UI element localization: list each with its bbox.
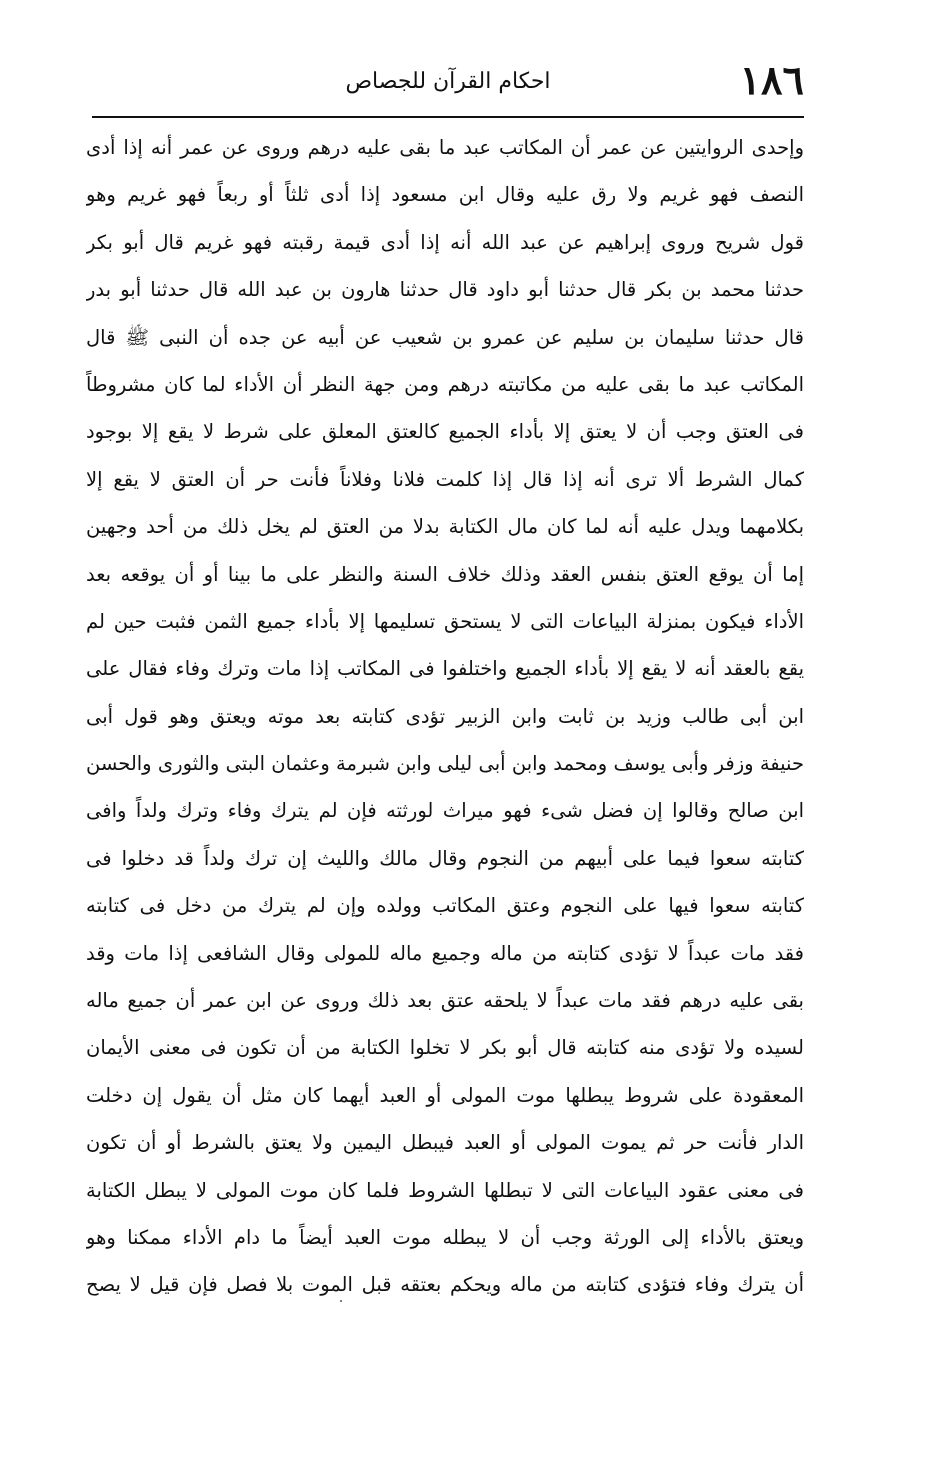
text-line: كتابته سعوا فيما على أبيهم من النجوم وقال مالك والليث إن ترك ولداً قد دخلوا فى <box>86 846 804 870</box>
text-line: بقى عليه درهم فقد مات عبداً لا يلحقه عتق بعد ذلك وروى عن ابن عمر أن جميع ماله <box>86 989 804 1013</box>
text-line: فقد مات عبداً لا تؤدى كتابته من ماله وجميع ماله للمولى وقال الشافعى إذا مات وقد <box>86 941 804 965</box>
text-line: حدثنا محمد بن بكر قال حدثنا أبو داود قال حدثنا هارون بن عبد الله قال حدثنا أبو بدر <box>86 278 804 302</box>
text-line: إما أن يوقع العتق بنفس العقد وذلك خلاف السنة والنظر على ما بينا أو أن يوقعه بعد <box>86 562 804 586</box>
text-line: ابن أبى طالب وزيد بن ثابت وابن الزبير تؤدى كتابته بعد موته ويعتق وهو قول أبى <box>86 704 804 728</box>
scan-speck <box>340 1300 342 1302</box>
text-line: ابن صالح وقالوا إن فضل شىء فهو ميراث لورثته فإن لم يترك وفاء وترك ولداً وافى <box>86 799 804 823</box>
text-line: أن يترك وفاء فتؤدى كتابته من ماله ويحكم بعتقه قبل الموت بلا فصل فإن قيل لا يصح <box>86 1273 804 1297</box>
page-number: ١٨٦ <box>739 57 804 104</box>
body-text <box>86 124 804 1309</box>
text-line: قال حدثنا سليمان بن سليم عن عمرو بن شعيب عن أبيه عن جده أن النبى ﷺ قال <box>86 325 804 349</box>
text-line: فى العتق وجب أن لا يعتق إلا بأداء الجميع كالعتق المعلق على شرط لا يقع إلا بوجود <box>86 420 804 444</box>
page-header <box>92 56 804 114</box>
text-line: حنيفة وزفر وأبى يوسف ومحمد وابن أبى ليلى وابن شبرمة وعثمان البتى والثورى والحسن <box>86 752 804 776</box>
text-line: ويعتق بالأداء إلى الورثة وجب أن لا يبطله موت العبد أيضاً ما دام الأداء ممكنا وهو <box>86 1225 804 1249</box>
text-line: بكلامهما ويدل عليه أنه لما كان مال الكتابة بدلا من العتق لم يخل ذلك من أحد وجهين <box>86 515 804 539</box>
text-line: النصف فهو غريم ولا رق عليه وقال ابن مسعود إذا أدى ثلثاً أو ربعاً فهو غريم وهو <box>86 183 804 207</box>
header-rule <box>92 116 804 118</box>
text-line: فى معنى عقود البياعات التى لا تبطلها الشروط فلما كان موت المولى لا يبطل الكتابة <box>86 1178 804 1202</box>
text-line: الأداء فيكون بمنزلة البياعات التى لا يستحق تسليمها إلا بأداء جميع الثمن فثبت حين لم <box>86 609 804 633</box>
text-line: قول شريح وروى إبراهيم عن عبد الله أنه إذا أدى قيمة رقبته فهو غريم قال أبو بكر <box>86 230 804 254</box>
text-line: وإحدى الروايتين عن عمر أن المكاتب عبد ما بقى عليه درهم وروى عن عمر أنه إذا أدى <box>86 136 804 159</box>
text-line: كمال الشرط ألا ترى أنه إذا قال إذا كلمت فلانا وفلاناً فأنت حر أن العتق لا يقع إلا <box>86 467 804 491</box>
text-line: كتابته سعوا فيها على النجوم وعتق المكاتب وولده وإن لم يترك من دخل فى كتابته <box>86 894 804 918</box>
running-title: احكام القرآن للجصاص <box>345 69 551 94</box>
text-line: لسيده ولا تؤدى منه كتابته قال أبو بكر لا تخلوا الكتابة من أن تكون فى معنى الأيمان <box>86 1036 804 1060</box>
text-line: يقع بالعقد أنه لا يقع إلا بأداء الجميع واختلفوا فى المكاتب إذا مات وترك وفاء فقال على <box>86 657 804 681</box>
text-line: المكاتب عبد ما بقى عليه من مكاتبته درهم ومن جهة النظر أن الأداء لما كان مشروطاً <box>86 372 804 396</box>
text-line: المعقودة على شروط يبطلها موت المولى أو العبد أيهما كان مثل أن يقول إن دخلت <box>86 1083 804 1107</box>
text-line: الدار فأنت حر ثم يموت المولى أو العبد فيبطل اليمين ولا يعتق بالشرط أو أن تكون <box>86 1131 804 1155</box>
